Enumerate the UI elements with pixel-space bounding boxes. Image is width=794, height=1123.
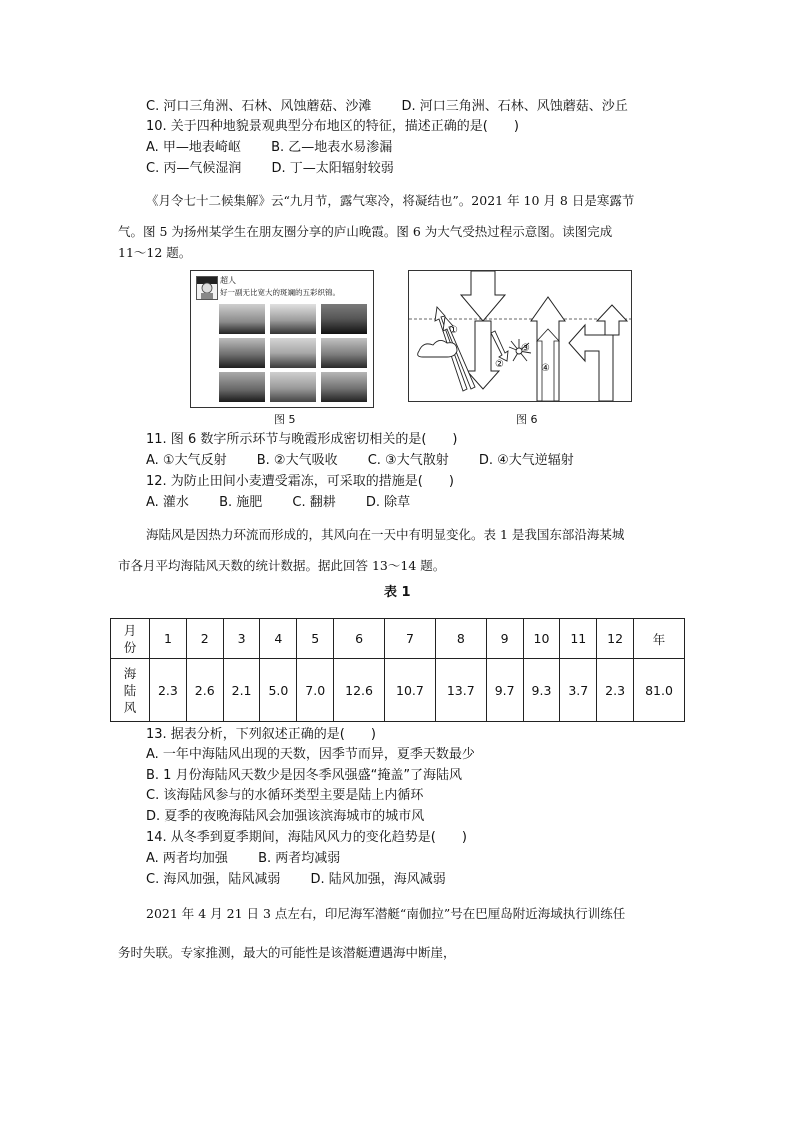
q11-option-b: B. ②大气吸收	[256, 453, 338, 468]
month-header-cell: 1	[150, 619, 187, 659]
q11-stem: 11. 图 6 数字所示环节与晚霞形成密切相关的是( )	[146, 432, 458, 447]
q10-option-b: B. 乙—地表水易渗漏	[271, 140, 393, 155]
month-header-cell: 5	[297, 619, 334, 659]
label-1: ①	[449, 325, 458, 336]
value-cell: 2.6	[186, 659, 223, 722]
q11-option-d: D. ④大气逆辐射	[478, 453, 574, 468]
sunset-photo-4	[219, 338, 265, 368]
q10-option-d: D. 丁—太阳辐射较弱	[271, 161, 394, 176]
figure5-caption: 图 5	[274, 413, 296, 426]
passage1-line1: 《月令七十二候集解》云“九月节，露气寒冷，将凝结也”。2021 年 10 月 8 日是寒露节	[146, 193, 635, 208]
absorption-arrow	[491, 331, 508, 361]
q10-stem: 10. 关于四种地貌景观典型分布地区的特征，描述正确的是( )	[146, 119, 519, 134]
table1-title: 表 1	[384, 585, 411, 600]
month-header-cell: 9	[486, 619, 523, 659]
label-3: ③	[521, 343, 530, 354]
row-label-text: 海陆风	[123, 665, 137, 715]
sunset-photo-2	[270, 304, 316, 334]
figure6-caption: 图 6	[516, 413, 538, 426]
q12-option-a: A. 灌水	[146, 495, 189, 510]
q13-option-a: A. 一年中海陆风出现的天数，因季节而异，夏季天数最少	[146, 747, 475, 762]
q10-option-a: A. 甲—地表崎岖	[146, 140, 241, 155]
label-2: ②	[495, 359, 504, 370]
passage2-line2: 市各月平均海陆风天数的统计数据。据此回答 13～14 题。	[118, 558, 446, 573]
q14-option-c: C. 海风加强，陆风减弱	[146, 872, 281, 887]
table1	[110, 618, 685, 722]
solar-radiation-arrow	[461, 271, 505, 321]
q10-options-cd	[146, 160, 394, 178]
q12-stem: 12. 为防止田间小麦遭受霜冻，可采取的措施是( )	[146, 474, 454, 489]
q12-option-c: C. 翻耕	[292, 495, 336, 510]
month-header-cell: 年	[634, 619, 685, 659]
value-cell: 13.7	[435, 659, 486, 722]
sunset-photo-8	[270, 372, 316, 402]
q14-stem: 14. 从冬季到夏季期间，海陆风风力的变化趋势是( )	[146, 830, 467, 845]
passage2-line1: 海陆风是因热力环流而形成的，其风向在一天中有明显变化。表 1 是我国东部沿海某城	[146, 527, 625, 542]
month-header-cell: 3	[223, 619, 260, 659]
month-header-cell: 2	[186, 619, 223, 659]
value-cell: 9.3	[523, 659, 560, 722]
figure6-diagram	[408, 270, 632, 402]
value-cell: 5.0	[260, 659, 297, 722]
q12-option-b: B. 施肥	[219, 495, 263, 510]
value-cell: 12.6	[334, 659, 385, 722]
passage1-line2: 气。图 5 为扬州某学生在朋友圈分享的庐山晚霞。图 6 为大气受热过程示意图。读图完成	[118, 224, 613, 239]
sunset-photo-5	[270, 338, 316, 368]
value-cell: 2.3	[597, 659, 634, 722]
q12-option-d: D. 除草	[365, 495, 411, 510]
sunset-photo-1	[219, 304, 265, 334]
q11-option-c: C. ③大气散射	[367, 453, 449, 468]
q12-options	[146, 494, 410, 512]
value-cell: 9.7	[486, 659, 523, 722]
month-header-cell: 12	[597, 619, 634, 659]
q14-option-b: B. 两者均减弱	[258, 851, 341, 866]
table-row	[111, 659, 685, 722]
q9-options-cd	[146, 98, 628, 116]
value-cell: 3.7	[560, 659, 597, 722]
cloud-icon	[418, 340, 457, 357]
q11-options	[146, 452, 574, 470]
passage3-line1: 2021 年 4 月 21 日 3 点左右，印尼海军潜艇“南伽拉”号在巴厘岛附近海域执行训练任	[146, 906, 626, 921]
q10-option-c: C. 丙—气候湿润	[146, 161, 242, 176]
q14-options-ab	[146, 850, 340, 868]
passage1-line3: 11～12 题。	[118, 245, 192, 260]
table-row	[111, 619, 685, 659]
sunset-photo-9	[321, 372, 367, 402]
sunset-photo-3	[321, 304, 367, 334]
q14-option-d: D. 陆风加强，海风减弱	[310, 872, 446, 887]
q13-option-d: D. 夏季的夜晚海陆风会加强该滨海城市的城市风	[146, 809, 425, 824]
value-cell: 2.3	[150, 659, 187, 722]
value-cell: 7.0	[297, 659, 334, 722]
q14-option-a: A. 两者均加强	[146, 851, 228, 866]
figure5-screenshot	[190, 270, 374, 408]
upward-arrow-right	[597, 305, 627, 335]
header-label	[111, 619, 150, 659]
month-header-cell: 10	[523, 619, 560, 659]
month-header-cell: 8	[435, 619, 486, 659]
label-4: ④	[541, 363, 550, 374]
q9-option-d: D. 河口三角洲、石林、风蚀蘑菇、沙丘	[401, 99, 628, 114]
q13-option-b: B. 1 月份海陆风天数少是因冬季风强盛“掩盖”了海陆风	[146, 768, 463, 783]
month-header-cell: 4	[260, 619, 297, 659]
post-text: 好一副无比宽大的斑斓的五彩织锦。	[220, 288, 340, 297]
header-label-text: 月份	[123, 622, 137, 655]
sunset-photo-7	[219, 372, 265, 402]
month-header-cell: 11	[560, 619, 597, 659]
passage3-line2: 务时失联。专家推测，最大的可能性是该潜艇遭遇海中断崖，	[118, 945, 456, 960]
value-cell: 81.0	[634, 659, 685, 722]
q13-option-c: C. 该海陆风参与的水循环类型主要是陆上内循环	[146, 788, 424, 803]
month-header-cell: 7	[385, 619, 436, 659]
row-label	[111, 659, 150, 722]
value-cell: 10.7	[385, 659, 436, 722]
bent-arrow-left	[569, 325, 613, 401]
value-cell: 2.1	[223, 659, 260, 722]
q14-options-cd	[146, 871, 446, 889]
sunset-photo-6	[321, 338, 367, 368]
q10-options-ab	[146, 139, 392, 157]
q11-option-a: A. ①大气反射	[146, 453, 227, 468]
q13-stem: 13. 据表分析，下列叙述正确的是( )	[146, 727, 376, 742]
month-header-cell: 6	[334, 619, 385, 659]
avatar	[196, 276, 218, 300]
post-username: 超人	[220, 276, 236, 285]
atmosphere-heating-diagram	[409, 271, 631, 401]
q9-option-c: C. 河口三角洲、石林、风蚀蘑菇、沙滩	[146, 99, 372, 114]
